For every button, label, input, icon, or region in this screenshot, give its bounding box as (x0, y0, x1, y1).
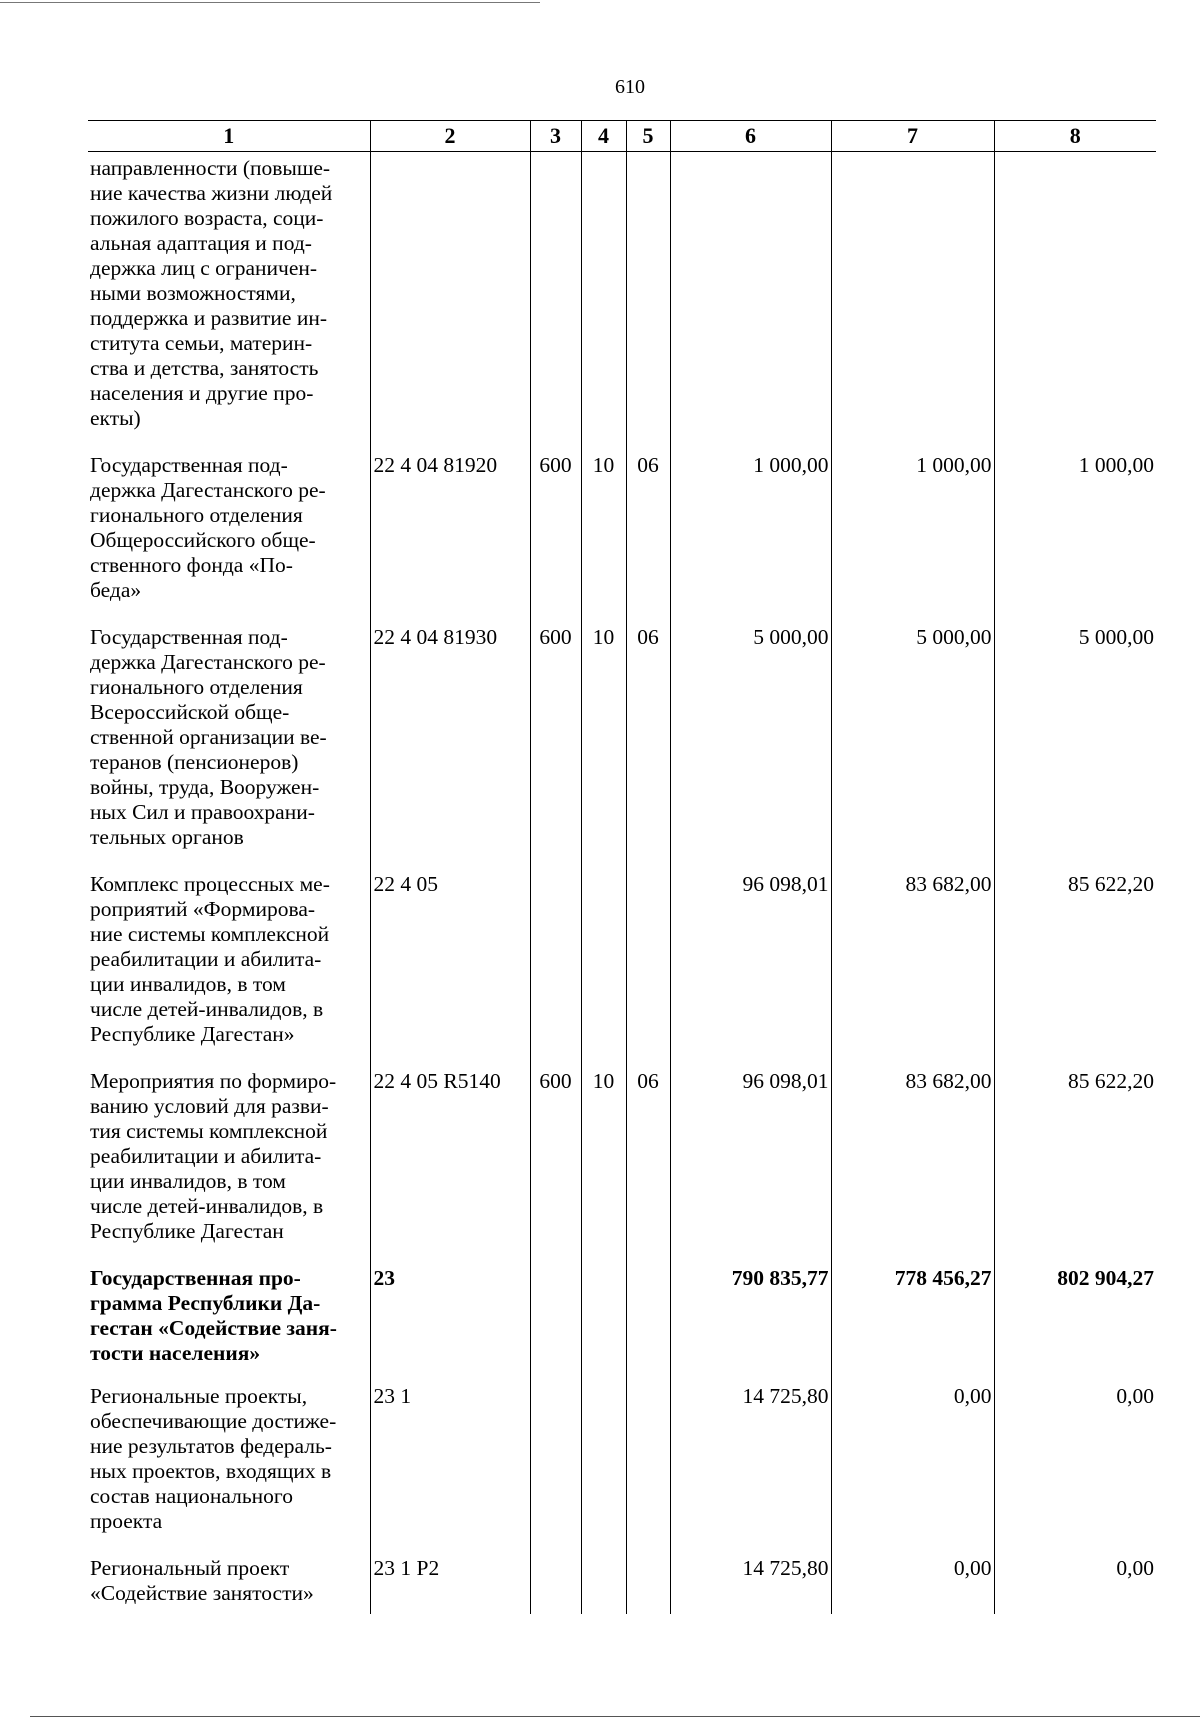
row-code-cell (370, 152, 530, 440)
row-col8-value: 85 622,20 (994, 858, 1156, 1055)
row-name-cell: Государственная про- грамма Республики Да- гестан «Содействие заня- тости населения» (90, 1266, 337, 1365)
row-col5-cell: 06 (626, 439, 670, 611)
row-col7-value: 1 000,00 (831, 439, 994, 611)
budget-table (88, 120, 1156, 1614)
bottom-edge-line (30, 1716, 1200, 1717)
row-col8-value: 1 000,00 (994, 439, 1156, 611)
row-col4-cell: 10 (581, 1055, 626, 1252)
table-row (88, 1374, 1156, 1542)
row-name-cell: Региональный проект «Содействие занятости» (90, 1556, 314, 1605)
header-row (88, 121, 1156, 152)
top-edge-line (0, 2, 540, 3)
row-col7-value: 83 682,00 (831, 858, 994, 1055)
table-row (88, 1542, 1156, 1614)
row-code-cell: 23 1 (370, 1374, 530, 1542)
row-col3-cell (530, 1374, 581, 1542)
row-name-cell: Региональные проекты, обеспечивающие достиже- ние результатов федераль- ных проектов, входящих в состав национального проекта (90, 1384, 337, 1533)
row-col5-cell (626, 1374, 670, 1542)
row-col3-cell: 600 (530, 611, 581, 858)
row-col3-cell (530, 1542, 581, 1614)
row-code-cell: 22 4 05 (370, 858, 530, 1055)
row-col6-value: 5 000,00 (670, 611, 831, 858)
table-row (88, 152, 1156, 440)
row-col3-cell (530, 858, 581, 1055)
row-col4-cell (581, 1374, 626, 1542)
row-code-cell: 23 1 P2 (370, 1542, 530, 1614)
row-col7-value: 0,00 (831, 1542, 994, 1614)
row-code-cell: 22 4 04 81920 (370, 439, 530, 611)
row-col6-value: 1 000,00 (670, 439, 831, 611)
row-col8-value: 802 904,27 (994, 1252, 1156, 1374)
row-col8-value: 0,00 (994, 1542, 1156, 1614)
row-col7-value: 5 000,00 (831, 611, 994, 858)
col-header: 7 (831, 121, 994, 152)
row-col5-cell (626, 152, 670, 440)
col-header: 8 (994, 121, 1156, 152)
row-name-cell: Комплекс процессных ме- роприятий «Формирова- ние системы комплексной реабилитации и абилита- ции инвалидов, в том числе детей-инвалидов, в Республике Дагестан» (90, 872, 330, 1046)
table-row (88, 1252, 1156, 1374)
row-col3-cell (530, 1252, 581, 1374)
row-col5-cell (626, 858, 670, 1055)
page-number: 610 (615, 76, 645, 98)
row-col8-value (994, 152, 1156, 440)
table-row (88, 611, 1156, 858)
col-header: 5 (626, 121, 670, 152)
row-col7-value: 83 682,00 (831, 1055, 994, 1252)
row-name-cell: Мероприятия по формиро- ванию условий для разви- тия системы комплексной реабилитации и абилита- ции инвалидов, в том числе детей-инвалидов, в Республике Дагестан (90, 1069, 337, 1243)
row-col7-value: 0,00 (831, 1374, 994, 1542)
row-col6-value: 14 725,80 (670, 1542, 831, 1614)
row-col6-value (670, 152, 831, 440)
col-header: 3 (530, 121, 581, 152)
row-col6-value: 96 098,01 (670, 1055, 831, 1252)
row-col5-cell (626, 1252, 670, 1374)
row-col3-cell: 600 (530, 1055, 581, 1252)
col-header: 4 (581, 121, 626, 152)
row-col6-value: 790 835,77 (670, 1252, 831, 1374)
col-header: 2 (370, 121, 530, 152)
table-row (88, 439, 1156, 611)
col-header: 1 (88, 121, 370, 152)
table-row (88, 858, 1156, 1055)
row-col7-value: 778 456,27 (831, 1252, 994, 1374)
row-col8-value: 85 622,20 (994, 1055, 1156, 1252)
row-code-cell: 22 4 05 R5140 (370, 1055, 530, 1252)
row-col6-value: 96 098,01 (670, 858, 831, 1055)
col-header: 6 (670, 121, 831, 152)
row-name-cell: Государственная под- держка Дагестанского ре- гионального отделения Общероссийского обще- ственного фонда «По- беда» (90, 453, 326, 602)
row-col7-value (831, 152, 994, 440)
row-col4-cell (581, 1542, 626, 1614)
row-code-cell: 22 4 04 81930 (370, 611, 530, 858)
row-col4-cell (581, 152, 626, 440)
row-code-cell: 23 (370, 1252, 530, 1374)
row-col6-value: 14 725,80 (670, 1374, 831, 1542)
row-col4-cell: 10 (581, 439, 626, 611)
row-name-cell: Государственная под- держка Дагестанского ре- гионального отделения Всероссийской обще- ственной организации ве- теранов (пенсионеров) войны, труда, Вооружен- ных Сил и правоохрани- тельных органов (90, 625, 327, 849)
table-row (88, 1055, 1156, 1252)
row-col5-cell (626, 1542, 670, 1614)
row-col4-cell (581, 858, 626, 1055)
row-col5-cell: 06 (626, 611, 670, 858)
row-col5-cell: 06 (626, 1055, 670, 1252)
row-col8-value: 5 000,00 (994, 611, 1156, 858)
row-col4-cell: 10 (581, 611, 626, 858)
row-col4-cell (581, 1252, 626, 1374)
row-name-cell: направленности (повыше- ние качества жизни людей пожилого возраста, соци- альная адаптация и под- держка лиц с ограничен- ными возможностями, поддержка и развитие ин- ститута семьи, материн- ства и детства, занятость населения и другие про- екты) (90, 156, 333, 430)
row-col3-cell: 600 (530, 439, 581, 611)
row-col3-cell (530, 152, 581, 440)
row-col8-value: 0,00 (994, 1374, 1156, 1542)
